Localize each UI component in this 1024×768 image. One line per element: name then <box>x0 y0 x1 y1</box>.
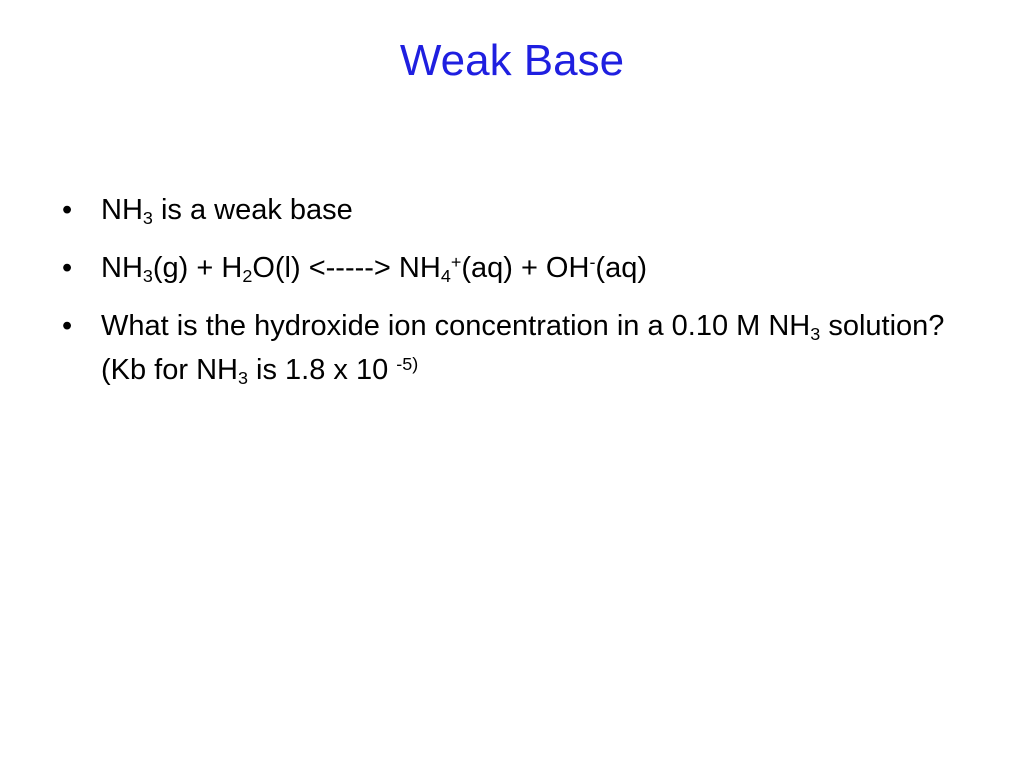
bullet-marker: • <box>62 194 73 226</box>
superscript: - <box>589 252 596 273</box>
bullet-marker: • <box>62 310 73 342</box>
bullet-text: $NH_3$ is a weak base <box>101 194 353 229</box>
subscript: 3 <box>810 324 821 345</box>
bullet-text: What is the hydroxide ion concentration in a 0.10 M $NH_3$ solution? (Kb for $NH_3$ is 1.8 x 10 $^{-5)}$ <box>101 310 945 389</box>
subscript: 3 <box>142 208 153 229</box>
subscript: 3 <box>237 368 248 389</box>
bullet-item <box>62 304 962 392</box>
bullet-item <box>62 246 962 290</box>
subscript: 2 <box>242 266 253 287</box>
bullet-marker: • <box>62 252 73 284</box>
superscript: -5) <box>396 354 419 375</box>
superscript: + <box>450 252 462 273</box>
bullet-text: $NH_3(g) + H_2O(l)$ <-----> $NH_4^+(aq) + OH^-(aq)$ <box>101 252 647 287</box>
subscript: 3 <box>142 266 153 287</box>
slide-title: Weak Base <box>399 36 625 85</box>
bullet-list <box>62 188 962 406</box>
bullet-item <box>62 188 962 232</box>
subscript: 4 <box>440 266 451 287</box>
